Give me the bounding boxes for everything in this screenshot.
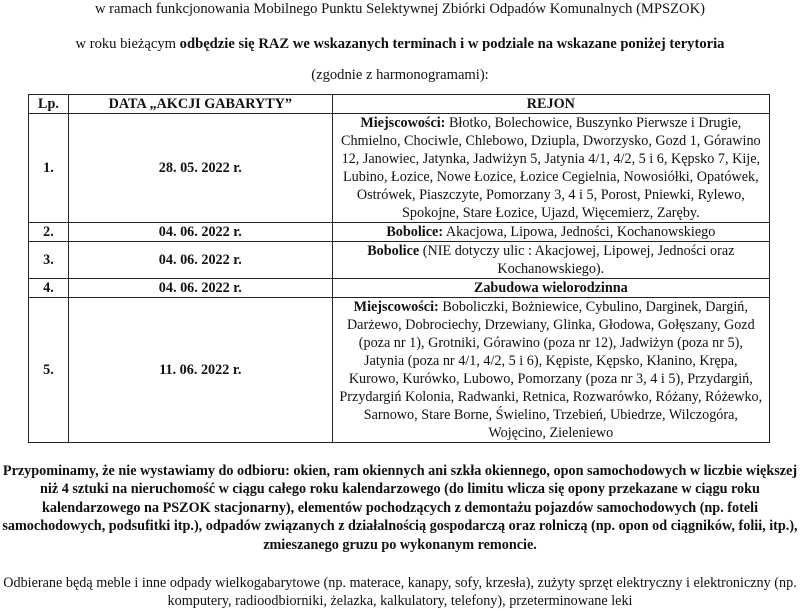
header-date: DATA „AKCJI GABARYTY”	[68, 95, 332, 114]
row-date: 04. 06. 2022 r.	[68, 242, 332, 279]
header-region: REJON	[332, 95, 769, 114]
table-header-row	[29, 95, 770, 114]
reminder-note	[0, 462, 800, 554]
region-label: Miejscowości:	[353, 299, 439, 315]
row-lp: 4.	[29, 279, 69, 298]
row-region	[332, 242, 769, 279]
collection-paragraph	[0, 574, 800, 611]
intro-line-1	[0, 0, 800, 18]
intro-line-2	[0, 35, 800, 53]
table-row	[29, 298, 770, 443]
region-label: Zabudowa wielorodzinna	[473, 280, 628, 296]
intro-line-3-text: (zgodnie z harmonogramami):	[311, 67, 489, 83]
row-date: 04. 06. 2022 r.	[68, 223, 332, 242]
intro-line-2-plain: w roku bieżącym	[75, 36, 180, 52]
region-text: Błotko, Bolechowice, Buszynko Pierwsze i Drugie, Chmielno, Chociwle, Chlebowo, Dziupla, Dworzysko, Gozd 1, Górawino 12, Janowiec, Jatynka, Jadwiżyn 5, Jatynia 4/1, 4/2, 5 i 6, Kępsko 7, Kije, Lubino, Łozice, Nowe Łozice, Łozice Cegielnia, Nowosiółki, Opatówek, Ostrówek, Piaszczyte, Pomorzany 3, 4 i 5, Porost, Pniewki, Rylewo, Spokojne, Stare Łozice, Ujazd, Więcemierz, Zaręby.	[340, 115, 761, 221]
region-label: Bobolice:	[386, 224, 444, 240]
collection-paragraph-text: Odbierane będą meble i inne odpady wielkogabarytowe (np. materace, kanapy, sofy, krzesła), zużyty sprzęt elektryczny i elektroniczny (np. komputery, radioodbiorniki, żelazka, kalkulatory, telefony), przeterminowane leki	[3, 575, 797, 610]
row-lp: 3.	[29, 242, 69, 279]
intro-line-2-bold: odbędzie się RAZ we wskazanych terminach i w podziale na wskazane poniżej terytoria	[179, 36, 725, 52]
row-date: 04. 06. 2022 r.	[68, 279, 332, 298]
region-label: Bobolice	[367, 243, 420, 259]
intro-line-3	[0, 66, 800, 84]
header-lp: Lp.	[29, 95, 69, 114]
region-text: Akacjowa, Lipowa, Jedności, Kochanowskiego	[443, 224, 716, 240]
row-region	[332, 114, 769, 223]
intro-line-1-text: w ramach funkcjonowania Mobilnego Punktu Selektywnej Zbiórki Odpadów Komunalnych (MPSZOK)	[94, 1, 705, 17]
row-lp: 2.	[29, 223, 69, 242]
region-text: Boboliczki, Bożniewice, Cybulino, Darginek, Dargiń, Darżewo, Dobrociechy, Drzewiany, Glinka, Głodowa, Gołęszany, Gozd (poza nr 1), Grotniki, Górawino (poza nr 12), Jadwiżyn (poza nr 5), Jatynia (poza nr 4/1, 4/2, 5 i 6), Kępiste, Kępsko, Kłanino, Krępa, Kurowo, Kurówko, Lubowo, Pomorzany (poza nr 3, 4 i 5), Przydargiń, Przydargiń Kolonia, Radwanki, Retnica, Rozwarówko, Różany, Różewko, Sarnowo, Stare Borne, Świelino, Trzebień, Ubiedrze, Wilczogóra, Wojęcino, Zieleniewo	[339, 299, 763, 441]
region-text: (NIE dotyczy ulic : Akacjowej, Lipowej, Jedności oraz Kochanowskiego).	[419, 243, 735, 277]
table-row	[29, 242, 770, 279]
row-lp: 5.	[29, 298, 69, 443]
row-date: 11. 06. 2022 r.	[68, 298, 332, 443]
row-region	[332, 298, 769, 443]
row-lp: 1.	[29, 114, 69, 223]
schedule-table	[28, 94, 770, 443]
reminder-text: Przypominamy, że nie wystawiamy do odbioru: okien, ram okiennych ani szkła okiennego, opon samochodowych w liczbie większej niż 4 sztuki na nieruchomość w ciągu całego roku kalendarzowego (do limitu wlicza się opony przekazane w ciągu roku kalendarzowego na PSZOK stacjonarny), elementów pochodzących z demontażu pojazdów samochodowych (np. foteli samochodowych, podsufitki itp.), odpadów związanych z działalnością gospodarczą oraz rolniczą (np. opon od ciągników, folii, itp.), zmieszanego gruzu po wykonanym remoncie.	[2, 463, 798, 553]
table-row	[29, 223, 770, 242]
region-label: Miejscowości:	[360, 115, 446, 131]
intro-line-2-text	[0, 35, 800, 53]
table-row	[29, 114, 770, 223]
row-region	[332, 279, 769, 298]
row-date: 28. 05. 2022 r.	[68, 114, 332, 223]
row-region	[332, 223, 769, 242]
table-row	[29, 279, 770, 298]
